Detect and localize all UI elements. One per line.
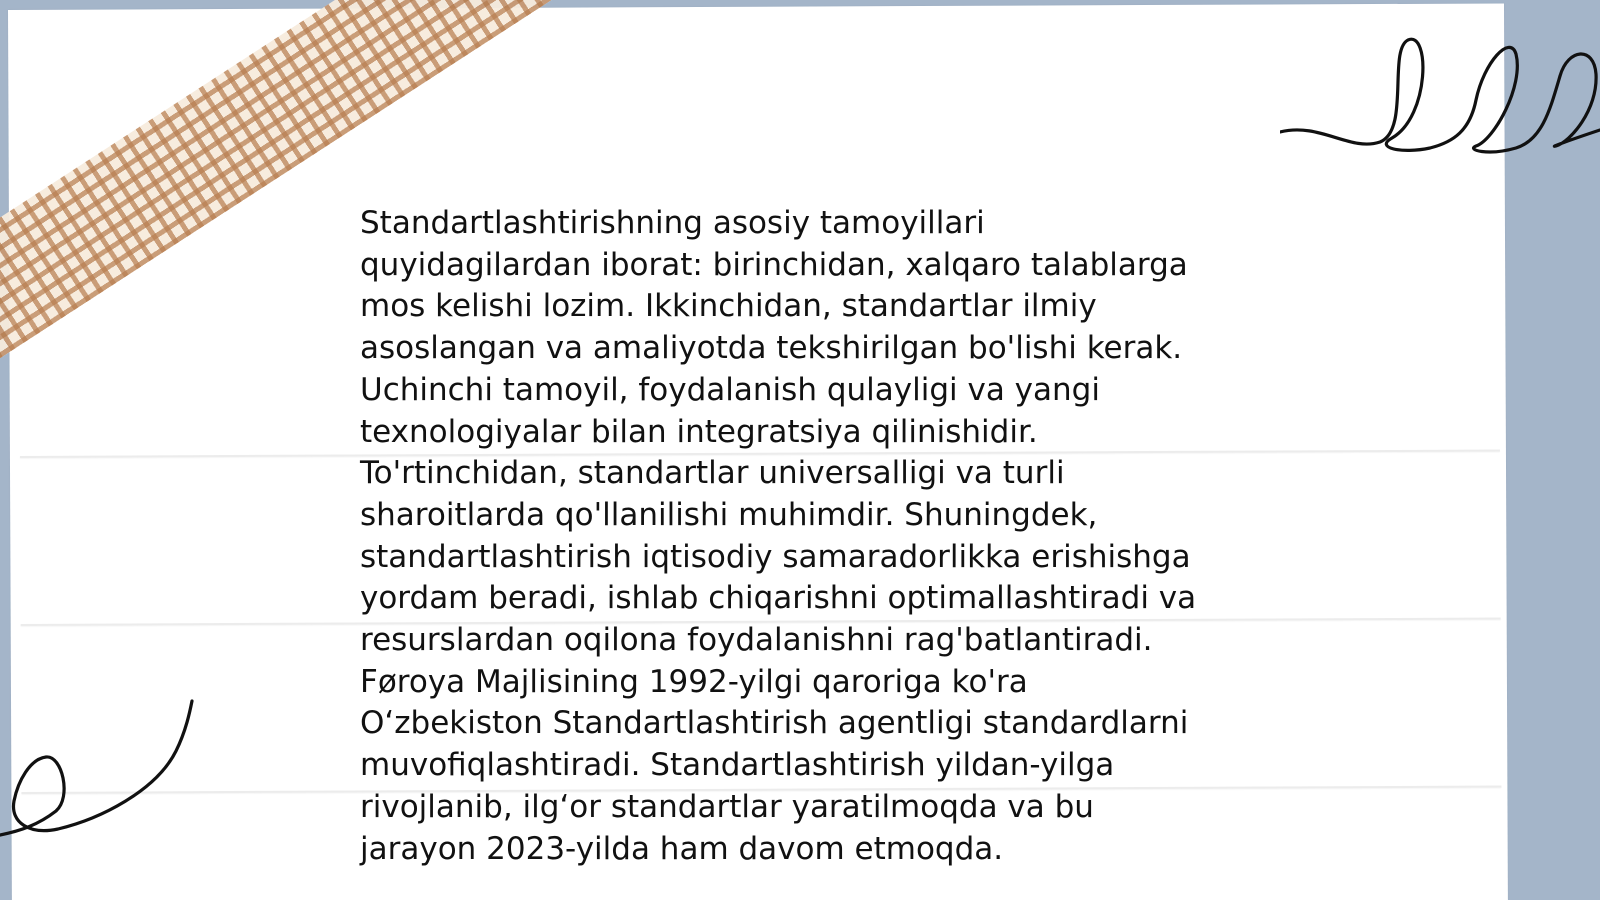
swirl-squiggle-icon [0, 695, 210, 855]
loop-squiggle-icon [1280, 30, 1600, 170]
slide-body-text: Standartlashtirishning asosiy tamoyillari quyidagilardan iborat: birinchidan, xalqaro talablarga mos kelishi lozim. Ikkinchidan, standartlar ilmiy asoslangan va amaliyotda tekshirilgan bo'lishi kerak. Uchinchi tamoyil, foydalanish qulayligi va yangi texnologiyalar bilan integratsiya qilinishidir. To'rtinchidan, standartlar universalligi va turli sharoitlarda qo'llanilishi muhimdir. Shuningdek, standartlashtirish iqtisodiy samaradorlikka erishishga yordam beradi, ishlab chiqarishni optimallashtiradi va resurslardan oqilona foydalanishni rag'batlantiradi. Føroya Majlisining 1992-yilgi qaroriga ko'ra O‘zbekiston Standartlashtirish agentligi standardlarni muvofiqlashtiradi. Standartlashtirish yildan-yilga rivojlanib, ilg‘or standartlar yaratilmoqda va bu jarayon 2023-yilda ham davom etmoqda. [360, 205, 1197, 867]
